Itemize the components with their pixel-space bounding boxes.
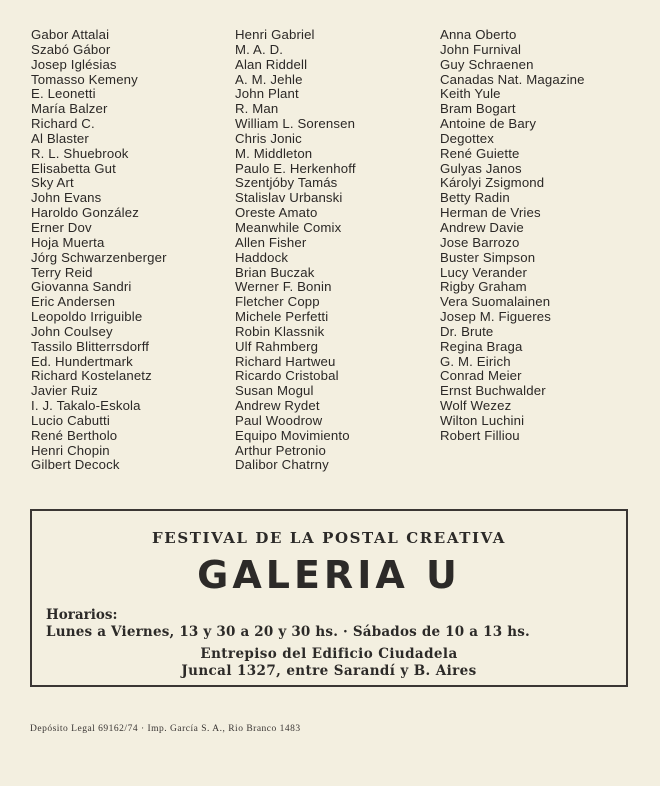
artist-name: Hoja Muerta (31, 234, 105, 250)
artist-name: Degottex (440, 130, 494, 146)
artist-name: R. Man (235, 101, 279, 117)
artist-name: Erner Dov (31, 219, 92, 235)
legal-footer: Depósito Legal 69162/74 · Imp. García S. A., Rio Branco 1483 (30, 724, 301, 734)
artist-name: Gulyas Janos (440, 160, 522, 176)
address-line-2: Juncal 1327, entre Sarandí y B. Aires (181, 663, 477, 679)
artist-name: Antoine de Bary (440, 116, 537, 132)
artist-name: Henri Chopin (31, 442, 110, 458)
artist-name: Richard C. (31, 116, 95, 132)
artist-column-1 (31, 28, 167, 473)
artist-name: E. Leonetti (31, 86, 96, 102)
artist-name: Eric Andersen (31, 294, 116, 310)
artist-name: Fletcher Copp (235, 294, 320, 310)
artist-name: Lucio Cabutti (31, 412, 110, 428)
artist-name: Paul Woodrow (235, 412, 323, 428)
artist-name: Andrew Davie (440, 219, 524, 235)
artist-name: R. L. Shuebrook (31, 145, 129, 161)
artist-name: Werner F. Bonin (235, 279, 332, 295)
artist-list (0, 28, 660, 478)
artist-name: Betty Radin (440, 190, 510, 206)
artist-name: Szabó Gábor (31, 41, 111, 57)
artist-name: Ricardo Cristobal (235, 368, 339, 384)
artist-name: John Furnival (440, 41, 522, 57)
artist-name: Canadas Nat. Magazine (440, 71, 585, 87)
artist-name: Richard Hartweu (235, 353, 336, 369)
artist-name: Henri Gabriel (235, 27, 315, 42)
artist-name: Michele Perfetti (235, 309, 329, 325)
artist-name: Andrew Rydet (235, 398, 320, 414)
artist-name: Meanwhile Comix (235, 219, 342, 235)
address-line-1: Entrepiso del Edificio Ciudadela (200, 646, 458, 662)
artist-name: Haroldo González (31, 205, 139, 221)
artist-name: Javier Ruiz (31, 383, 98, 399)
artist-name: Conrad Meier (440, 368, 522, 384)
artist-name: Chris Jonic (235, 130, 302, 146)
artist-name: Jórg Schwarzenberger (31, 249, 167, 265)
artist-name: Haddock (235, 249, 289, 265)
artist-name: Szentjóby Tamás (235, 175, 338, 191)
artist-name: Alan Riddell (235, 56, 308, 72)
artist-name: Anna Oberto (440, 27, 517, 42)
artist-name: M. Middleton (235, 145, 313, 161)
artist-name: Terry Reid (31, 264, 93, 280)
artist-name: Sky Art (31, 175, 74, 191)
opening-hours: Lunes a Viernes, 13 y 30 a 20 y 30 hs. · Sábados de 10 a 13 hs. (46, 624, 530, 640)
artist-name: María Balzer (31, 101, 108, 117)
artist-name: Herman de Vries (440, 205, 541, 221)
artist-column-3 (440, 28, 585, 444)
artist-name: Tassilo Blitterrsdorff (31, 338, 150, 354)
artist-name: Stalislav Urbanski (235, 190, 343, 206)
artist-name: G. M. Eirich (440, 353, 511, 369)
artist-name: Ulf Rahmberg (235, 338, 319, 354)
artist-name: John Evans (31, 190, 102, 206)
hours-label: Horarios: (46, 607, 118, 623)
artist-name: Richard Kostelanetz (31, 368, 152, 384)
artist-name: I. J. Takalo-Eskola (31, 398, 141, 414)
artist-name: Brian Buczak (235, 264, 315, 280)
festival-title: FESTIVAL DE LA POSTAL CREATIVA (152, 529, 506, 547)
artist-name: René Guiette (440, 145, 520, 161)
announcement-box (30, 509, 628, 687)
artist-name: Bram Bogart (440, 101, 516, 117)
artist-name: Arthur Petronio (235, 442, 326, 458)
artist-name: Ed. Hundertmark (31, 353, 133, 369)
artist-name: Equipo Movimiento (235, 427, 350, 443)
artist-name: Ernst Buchwalder (440, 383, 546, 399)
artist-name: Buster Simpson (440, 249, 536, 265)
artist-name: Elisabetta Gut (31, 160, 116, 176)
artist-name: John Plant (235, 86, 299, 102)
artist-name: Robin Klassnik (235, 323, 325, 339)
artist-name: John Coulsey (31, 323, 113, 339)
artist-name: Károlyi Zsigmond (440, 175, 545, 191)
artist-name: René Bertholo (31, 427, 118, 443)
artist-name: Josep M. Figueres (440, 309, 552, 325)
artist-name: Wilton Luchini (440, 412, 525, 428)
artist-name: M. A. D. (235, 41, 284, 57)
artist-name: Oreste Amato (235, 205, 318, 221)
artist-name: Jose Barrozo (440, 234, 520, 250)
artist-name: Rigby Graham (440, 279, 527, 295)
artist-name: Allen Fisher (235, 234, 307, 250)
gallery-name: GALERIA U (197, 553, 461, 597)
artist-name: A. M. Jehle (235, 71, 303, 87)
artist-name: Josep Iglésias (31, 56, 117, 72)
artist-name: Keith Yule (440, 86, 501, 102)
artist-name: Robert Filliou (440, 427, 520, 443)
artist-column-2 (235, 28, 356, 473)
artist-name: Regina Braga (440, 338, 523, 354)
artist-name: Paulo E. Herkenhoff (235, 160, 356, 176)
artist-name: Dalibor Chatrny (235, 457, 329, 473)
artist-name: Susan Mogul (235, 383, 314, 399)
artist-name: Al Blaster (31, 130, 89, 146)
artist-name: Giovanna Sandri (31, 279, 132, 295)
artist-name: Gilbert Decock (31, 457, 120, 473)
artist-name: Guy Schraenen (440, 56, 534, 72)
artist-name: Vera Suomalainen (440, 294, 551, 310)
artist-name: Tomasso Kemeny (31, 71, 138, 87)
artist-name: William L. Sorensen (235, 116, 356, 132)
artist-name: Lucy Verander (440, 264, 527, 280)
artist-name: Dr. Brute (440, 323, 494, 339)
artist-name: Wolf Wezez (440, 398, 512, 414)
artist-name: Gabor Attalai (31, 27, 110, 42)
artist-name: Leopoldo Irriguible (31, 309, 143, 325)
